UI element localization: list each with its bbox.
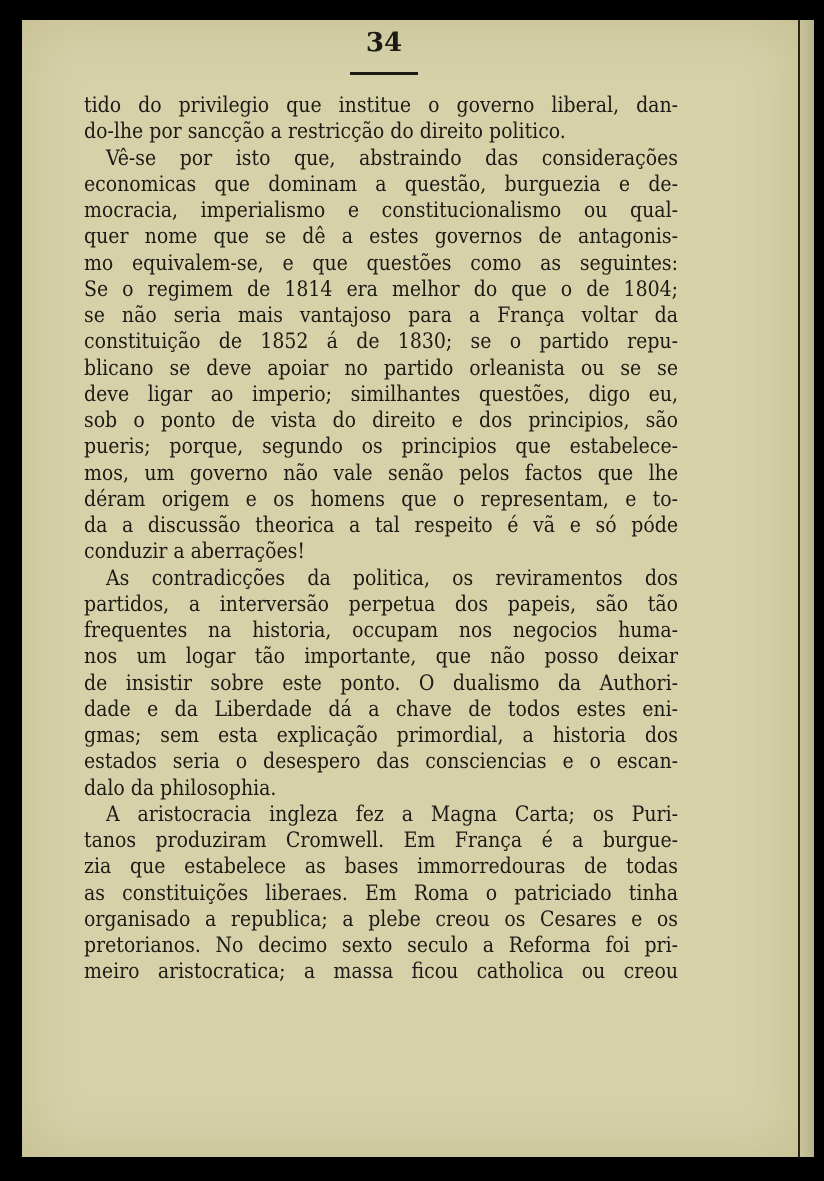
text-line: frequentes na historia, occupam nos negocios huma- xyxy=(84,618,678,642)
text-line: as constituições liberaes. Em Roma o patriciado tinha xyxy=(84,880,678,905)
text-line: blicano se deve apoiar no partido orleanista ou se se xyxy=(84,355,678,380)
text-line: se não seria mais vantajoso para a França voltar da xyxy=(84,303,678,327)
text-line: organisado a republica; a plebe creou os Cesares e os xyxy=(84,906,678,931)
text-line: conduzir a aberrações! xyxy=(84,539,305,564)
text-line: Vê-se por isto que, abstraindo das considerações xyxy=(106,145,678,170)
text-line: pretorianos. No decimo sexto seculo a Reforma foi pri- xyxy=(84,933,678,957)
text-line: do-lhe por sancção a restricção do direito politico. xyxy=(84,119,566,144)
text-line: estados seria o desespero das consciencias e o escan- xyxy=(84,749,678,774)
body-text xyxy=(84,92,678,985)
text-line: As contradicções da politica, os reviramentos dos xyxy=(106,565,678,590)
text-line: da a discussão theorica a tal respeito é vã e só póde xyxy=(84,513,678,537)
text-line: constituição de 1852 á de 1830; se o partido repu- xyxy=(84,329,678,354)
text-line: meiro aristocratica; a massa ficou catholica ou creou xyxy=(84,959,678,984)
text-line: sob o ponto de vista do direito e dos principios, são xyxy=(84,408,678,432)
header-rule xyxy=(350,72,418,75)
text-line: mos, um governo não vale senão pelos factos que lhe xyxy=(84,460,678,485)
page-edge xyxy=(798,20,814,1157)
text-line: déram origem e os homens que o representam, e to- xyxy=(84,486,678,511)
text-line: mo equivalem-se, e que questões como as seguintes: xyxy=(84,250,678,275)
text-line: nos um logar tão importante, que não posso deixar xyxy=(84,644,678,669)
text-line: deve ligar ao imperio; similhantes questões, digo eu, xyxy=(84,381,678,406)
text-line: economicas que dominam a questão, burguezia e de- xyxy=(84,171,678,196)
text-line: A aristocracia ingleza fez a Magna Carta; os Puri- xyxy=(106,801,678,826)
text-line: dalo da philosophia. xyxy=(84,775,277,800)
page-number: 34 xyxy=(365,28,403,58)
text-line: dade e da Liberdade dá a chave de todos estes eni- xyxy=(84,696,678,721)
text-line: de insistir sobre este ponto. O dualismo da Authori- xyxy=(84,670,678,695)
text-line: zia que estabelece as bases immorredouras de todas xyxy=(84,854,678,879)
text-line: mocracia, imperialismo e constitucionalismo ou qual- xyxy=(84,198,678,222)
text-line: tanos produziram Cromwell. Em França é a burgue- xyxy=(84,828,678,852)
text-line: tido do privilegio que institue o governo liberal, dan- xyxy=(84,93,678,117)
text-line: pueris; porque, segundo os principios que estabelece- xyxy=(84,434,678,459)
text-line: quer nome que se dê a estes governos de antagonis- xyxy=(84,224,678,249)
text-line: Se o regimem de 1814 era melhor do que o de 1804; xyxy=(84,276,678,301)
text-line: partidos, a interversão perpetua dos papeis, são tão xyxy=(84,591,678,616)
text-line: gmas; sem esta explicação primordial, a historia dos xyxy=(84,723,678,747)
